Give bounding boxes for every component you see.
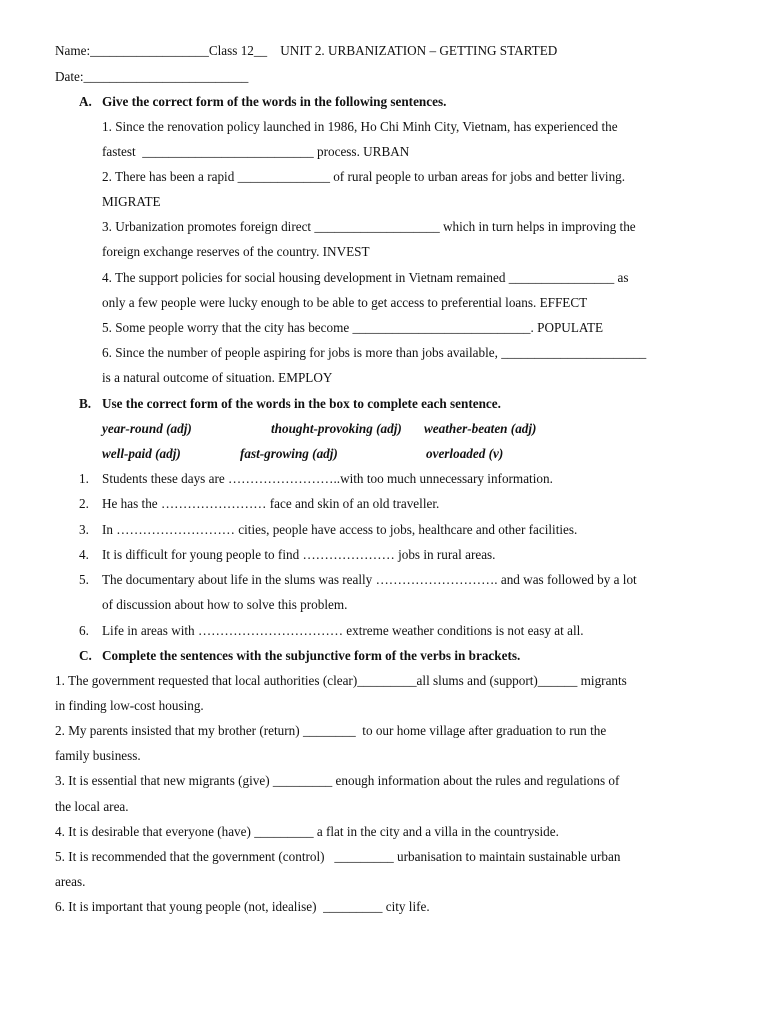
section-b-item-text: He has the …………………… face and skin of an old traveller. bbox=[102, 496, 440, 511]
section-a-line: 6. Since the number of people aspiring for jobs is more than jobs available, ______________________ bbox=[102, 345, 647, 360]
section-b-item-number: 2. bbox=[79, 496, 89, 511]
section-a-line: 3. Urbanization promotes foreign direct ___________________ which in turn helps in improving the bbox=[102, 219, 636, 234]
section-c-line: family business. bbox=[55, 748, 141, 763]
section-c-line: 2. My parents insisted that my brother (return) ________ to our home village after graduation to run the bbox=[55, 723, 607, 738]
section-c-letter: C. bbox=[79, 648, 92, 663]
section-a-line: 2. There has been a rapid ______________ of rural people to urban areas for jobs and better living. bbox=[102, 169, 626, 184]
section-c-line: areas. bbox=[55, 874, 86, 889]
section-b-item-text: of discussion about how to solve this problem. bbox=[102, 597, 348, 612]
section-a-line: MIGRATE bbox=[102, 194, 161, 209]
section-b-item-number: 6. bbox=[79, 623, 89, 638]
word-box-item: year-round (adj) bbox=[102, 421, 192, 436]
section-a-title: Give the correct form of the words in the following sentences. bbox=[102, 94, 447, 109]
section-c-line: 5. It is recommended that the government (control) _________ urbanisation to maintain sustainable urban bbox=[55, 849, 621, 864]
section-b-item-text: Students these days are ……………………..with too much unnecessary information. bbox=[102, 471, 553, 486]
section-c-line: 6. It is important that young people (not, idealise) _________ city life. bbox=[55, 899, 430, 914]
worksheet-header-date: Date:_________________________ bbox=[55, 69, 249, 84]
section-a-line: fastest __________________________ process. URBAN bbox=[102, 144, 410, 159]
section-a-line: only a few people were lucky enough to be able to get access to preferential loans. EFFECT bbox=[102, 295, 588, 310]
section-b-item-text: Life in areas with …………………………… extreme weather conditions is not easy at all. bbox=[102, 623, 584, 638]
section-c-line: 3. It is essential that new migrants (give) _________ enough information about the rules and regulations of bbox=[55, 773, 620, 788]
section-b-item-text: It is difficult for young people to find ………………… jobs in rural areas. bbox=[102, 547, 496, 562]
section-b-item-text: The documentary about life in the slums was really ………………………. and was followed by a lot bbox=[102, 572, 637, 587]
word-box-item: well-paid (adj) bbox=[102, 446, 181, 461]
section-b-letter: B. bbox=[79, 396, 92, 411]
section-b-item-number: 5. bbox=[79, 572, 89, 587]
section-b-item-text: In ……………………… cities, people have access to jobs, healthcare and other facilities. bbox=[102, 522, 578, 537]
section-c-line: the local area. bbox=[55, 799, 129, 814]
section-a-line: 5. Some people worry that the city has become ___________________________. POPULATE bbox=[102, 320, 604, 335]
section-a-line: 4. The support policies for social housing development in Vietnam remained ________________ as bbox=[102, 270, 629, 285]
section-a-line: foreign exchange reserves of the country. INVEST bbox=[102, 244, 370, 259]
section-c-title: Complete the sentences with the subjunctive form of the verbs in brackets. bbox=[102, 648, 521, 663]
word-box-item: thought-provoking (adj) bbox=[271, 421, 402, 436]
section-b-title: Use the correct form of the words in the box to complete each sentence. bbox=[102, 396, 501, 411]
word-box-item: overloaded (v) bbox=[426, 446, 504, 461]
section-b-item-number: 1. bbox=[79, 471, 89, 486]
section-a-line: 1. Since the renovation policy launched in 1986, Ho Chi Minh City, Vietnam, has experienced the bbox=[102, 119, 618, 134]
section-c-line: in finding low-cost housing. bbox=[55, 698, 204, 713]
section-c-line: 4. It is desirable that everyone (have) _________ a flat in the city and a villa in the countryside. bbox=[55, 824, 559, 839]
section-a-line: is a natural outcome of situation. EMPLOY bbox=[102, 370, 333, 385]
worksheet-header-name-class-unit: Name:__________________Class 12__ UNIT 2. URBANIZATION – GETTING STARTED bbox=[55, 43, 558, 58]
section-a-letter: A. bbox=[79, 94, 92, 109]
word-box-item: fast-growing (adj) bbox=[240, 446, 338, 461]
section-c-line: 1. The government requested that local authorities (clear)_________all slums and (support)______ migrants bbox=[55, 673, 627, 688]
section-b-item-number: 3. bbox=[79, 522, 89, 537]
word-box-item: weather-beaten (adj) bbox=[424, 421, 537, 436]
section-b-item-number: 4. bbox=[79, 547, 89, 562]
